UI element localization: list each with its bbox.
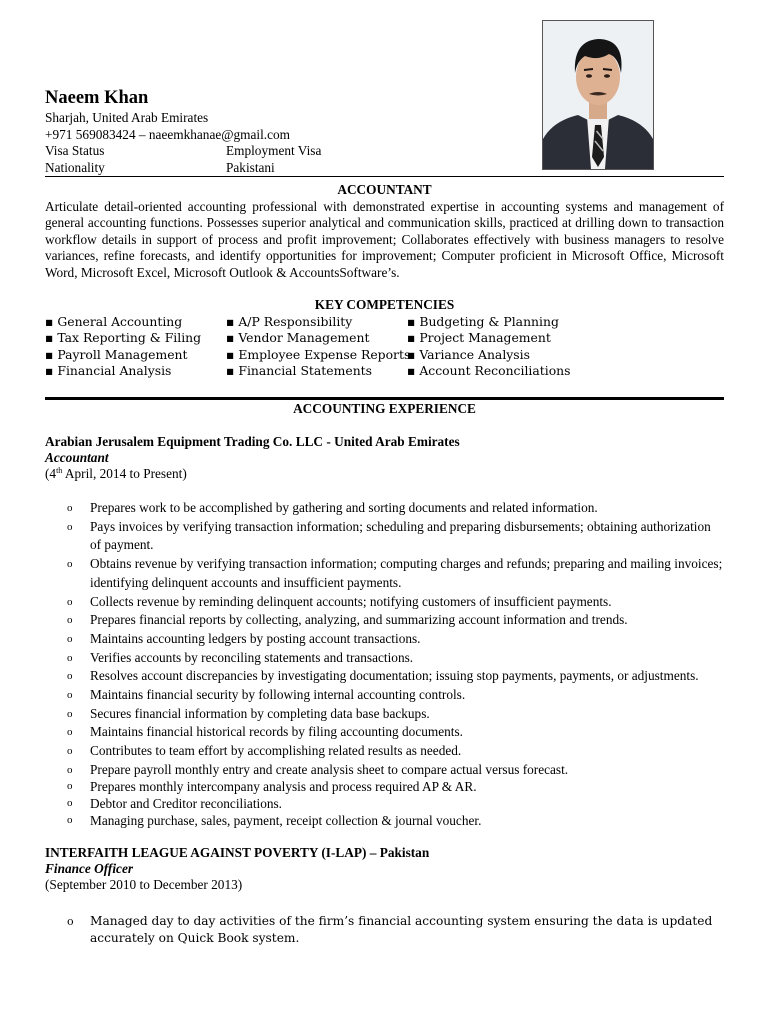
competency-item: ▪ General Accounting bbox=[45, 314, 201, 330]
list-item bbox=[45, 723, 724, 742]
job-role: Accountant bbox=[45, 450, 109, 465]
list-item bbox=[45, 555, 724, 592]
job-role: Finance Officer bbox=[45, 861, 134, 876]
hollow-circle-bullet-icon: o bbox=[67, 502, 73, 514]
duty-text: Resolves account discrepancies by investigating documentation; issuing stop payments, payments, or adjustments. bbox=[90, 668, 699, 684]
duty-text: Maintains financial security by following internal accounting controls. bbox=[90, 687, 466, 703]
duty-text: Managed day to day activities of the firm’s financial accounting system ensuring the data is updated accurately on Quick Book system. bbox=[90, 914, 713, 945]
job-dates: (September 2010 to December 2013) bbox=[45, 877, 243, 892]
hollow-circle-bullet-icon: o bbox=[67, 763, 73, 776]
duty-text: Maintains financial historical records by filing accounting documents. bbox=[90, 724, 463, 740]
hollow-circle-bullet-icon: o bbox=[67, 689, 73, 702]
list-item bbox=[45, 667, 724, 686]
list-item bbox=[45, 611, 724, 630]
job-dates-prefix: (4 bbox=[45, 466, 57, 481]
list-item bbox=[45, 499, 724, 518]
candidate-name: Naeem Khan bbox=[45, 88, 149, 108]
job-company: Arabian Jerusalem Equipment Trading Co. LLC - United Arab Emirates bbox=[45, 434, 460, 449]
hollow-circle-bullet-icon: o bbox=[67, 745, 73, 758]
duty-text: Secures financial information by completing data base backups. bbox=[90, 705, 430, 721]
hollow-circle-bullet-icon: o bbox=[67, 707, 73, 720]
list-item bbox=[45, 795, 724, 812]
duty-text: Contributes to team effort by accomplishing related results as needed. bbox=[90, 743, 462, 759]
competency-item: ▪ Budgeting & Planning bbox=[407, 314, 571, 330]
duty-text: Pays invoices by verifying transaction information; scheduling and preparing disbursements; obtaining authorization of payment. bbox=[90, 518, 711, 553]
duty-text: Prepare payroll monthly entry and create analysis sheet to compare actual versus forecast. bbox=[90, 761, 569, 777]
duty-text: Managing purchase, sales, payment, receipt collection & journal voucher. bbox=[90, 813, 482, 828]
list-item bbox=[45, 630, 724, 649]
duty-text: Prepares work to be accomplished by gathering and sorting documents and related information. bbox=[90, 500, 598, 515]
visa-row bbox=[45, 143, 321, 160]
competency-item: ▪ Financial Statements bbox=[226, 363, 410, 379]
duty-text: Prepares monthly intercompany analysis and process required AP & AR. bbox=[90, 779, 477, 794]
hollow-circle-bullet-icon: o bbox=[67, 797, 73, 809]
competencies-column-1 bbox=[45, 314, 201, 379]
summary-heading: ACCOUNTANT bbox=[337, 182, 432, 197]
duty-text: Verifies accounts by reconciling statements and transactions. bbox=[90, 649, 414, 665]
contact-block bbox=[45, 110, 321, 176]
duty-text: Collects revenue by reminding delinquent accounts; notifying customers of insufficient payments. bbox=[90, 593, 612, 609]
competency-item: ▪ Financial Analysis bbox=[45, 363, 201, 379]
hollow-circle-bullet-icon: o bbox=[67, 670, 73, 683]
job-dates bbox=[45, 466, 187, 482]
hollow-circle-bullet-icon: o bbox=[67, 780, 73, 792]
portrait-photo bbox=[542, 20, 654, 170]
competency-item: ▪ Tax Reporting & Filing bbox=[45, 330, 201, 346]
job-duties-list-continued bbox=[45, 778, 724, 829]
nationality-row bbox=[45, 160, 321, 177]
list-item bbox=[45, 686, 724, 705]
duty-text: Prepares financial reports by collecting, analyzing, and summarizing account information and trends. bbox=[90, 612, 628, 628]
experience-divider bbox=[45, 397, 724, 400]
location: Sharjah, United Arab Emirates bbox=[45, 110, 209, 125]
hollow-circle-bullet-icon: o bbox=[67, 520, 73, 533]
duty-text: Debtor and Creditor reconciliations. bbox=[90, 796, 283, 811]
hollow-circle-bullet-icon: o bbox=[67, 814, 73, 826]
nationality-value: Pakistani bbox=[226, 159, 275, 175]
competency-item: ▪ Account Reconciliations bbox=[407, 363, 571, 379]
hollow-circle-bullet-icon: o bbox=[67, 915, 74, 928]
hollow-circle-bullet-icon: o bbox=[67, 632, 73, 645]
list-item bbox=[45, 518, 724, 555]
job-company: INTERFAITH LEAGUE AGAINST POVERTY (I-LAP) – Pakistan bbox=[45, 845, 430, 860]
duty-text: Obtains revenue by verifying transaction information; computing charges and refunds; preparing and mailing invoices; identifying delinquent accounts and insufficient payments. bbox=[90, 556, 723, 590]
competency-item: ▪ Payroll Management bbox=[45, 347, 201, 363]
competency-item: ▪ Variance Analysis bbox=[407, 347, 571, 363]
hollow-circle-bullet-icon: o bbox=[67, 651, 73, 664]
header-divider bbox=[45, 176, 724, 177]
hollow-circle-bullet-icon: o bbox=[67, 726, 73, 739]
list-item bbox=[45, 778, 724, 795]
list-item bbox=[45, 649, 724, 668]
visa-value: Employment Visa bbox=[226, 143, 322, 159]
competency-item: ▪ Project Management bbox=[407, 330, 571, 346]
competency-item: ▪ Vendor Management bbox=[226, 330, 410, 346]
competency-item: ▪ A/P Responsibility bbox=[226, 314, 410, 330]
list-item bbox=[45, 812, 724, 829]
list-item bbox=[45, 913, 724, 947]
competencies-column-3 bbox=[407, 314, 571, 379]
job-duties-list bbox=[45, 499, 724, 780]
list-item bbox=[45, 761, 724, 780]
phone-email: +971 569083424 – naeemkhanae@gmail.com bbox=[45, 126, 290, 142]
hollow-circle-bullet-icon: o bbox=[67, 614, 73, 627]
duty-text: Maintains accounting ledgers by posting account transactions. bbox=[90, 630, 421, 646]
competencies-column-2 bbox=[226, 314, 410, 379]
visa-label: Visa Status bbox=[45, 143, 105, 159]
experience-heading: ACCOUNTING EXPERIENCE bbox=[293, 401, 476, 416]
list-item bbox=[45, 705, 724, 724]
competencies-heading: KEY COMPETENCIES bbox=[314, 297, 455, 312]
job-duties-list bbox=[45, 913, 724, 947]
job-dates-rest: April, 2014 to Present) bbox=[62, 466, 187, 481]
hollow-circle-bullet-icon: o bbox=[67, 595, 73, 608]
summary-text: Articulate detail-oriented accounting professional with demonstrated expertise in accounting systems and management of general accounting functions. Possesses superior analytical and communication skills, practiced at drilling down to transaction workflow details in support of process and profit improvement; Collaborates effectively with business managers to resolve variances, refine forecasts, and identify opportunities for improvement; Computer proficient in Microsoft Office, Microsoft Word, Microsoft Excel, Microsoft Outlook & AccountsSoftware’s. bbox=[45, 199, 724, 280]
nationality-label: Nationality bbox=[45, 159, 105, 175]
list-item bbox=[45, 742, 724, 761]
job-dates-sup: th bbox=[56, 466, 63, 475]
hollow-circle-bullet-icon: o bbox=[67, 558, 73, 571]
list-item bbox=[45, 593, 724, 612]
portrait-illustration bbox=[543, 21, 653, 169]
competency-item: ▪ Employee Expense Reports bbox=[226, 347, 410, 363]
